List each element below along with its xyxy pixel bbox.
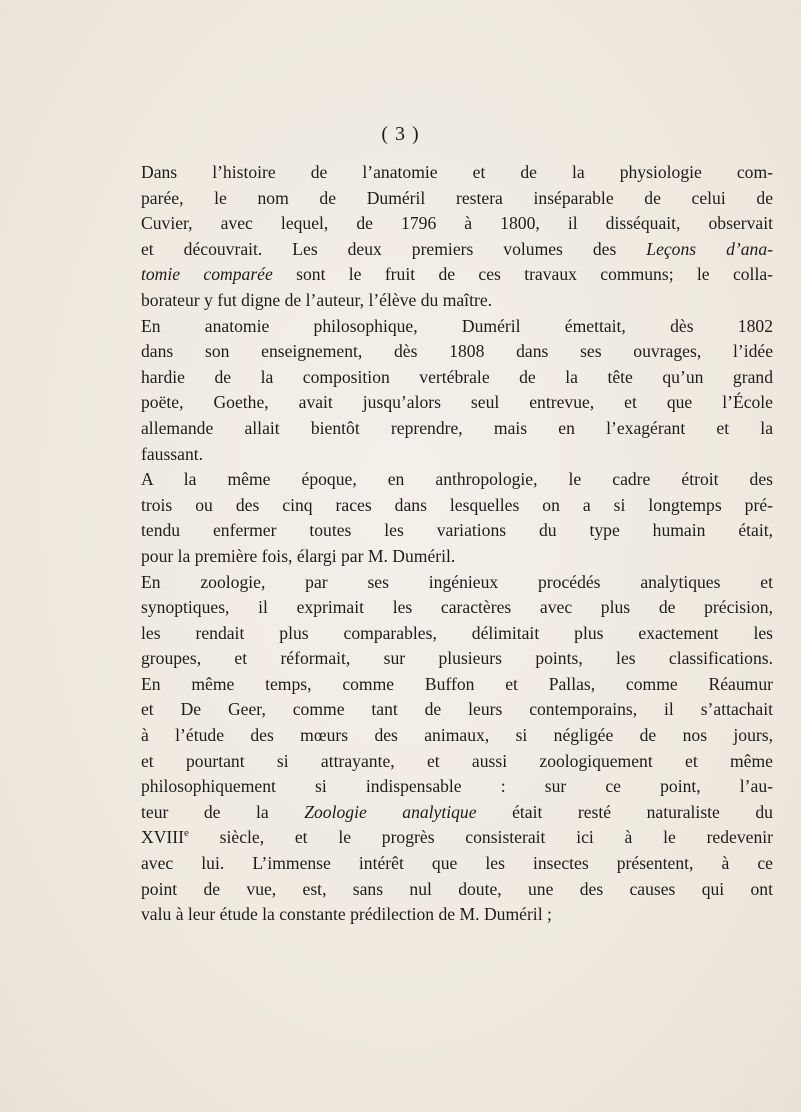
- text-line: avec lui. L’immense intérêt que les insectes présentent, à ce: [141, 853, 773, 874]
- italic-title-part: tomie comparée: [141, 264, 273, 285]
- text-line: pour la première fois, élargi par M. Duméril.: [141, 545, 456, 566]
- text-line: point de vue, est, sans nul doute, une des causes qui ont: [141, 878, 773, 899]
- text-line: synoptiques, il exprimait les caractères avec plus de précision,: [141, 597, 773, 618]
- superscript-e: e: [184, 827, 189, 840]
- paragraph: [141, 314, 773, 468]
- text-line: valu à leur étude la constante prédilection de M. Duméril ;: [141, 904, 552, 925]
- italic-title: Zoologie analytique: [304, 801, 477, 822]
- text-line: trois ou des cinq races dans lesquelles on a si longtemps pré-: [141, 494, 773, 515]
- paragraph: [141, 467, 773, 569]
- paragraph: [141, 160, 773, 314]
- text-line: dans son enseignement, dès 1808 dans ses ouvrages, l’idée: [141, 341, 773, 362]
- text-line: et pourtant si attrayante, et aussi zoologiquement et même: [141, 750, 773, 771]
- text-line: à l’étude des mœurs des animaux, si négligée de nos jours,: [141, 725, 773, 746]
- text-line: groupes, et réformait, sur plusieurs points, les classifications.: [141, 648, 773, 669]
- text-line: les rendait plus comparables, délimitait plus exactement les: [141, 622, 773, 643]
- text-line: borateur y fut digne de l’auteur, l’élève du maître.: [141, 289, 493, 310]
- text-line: En anatomie philosophique, Duméril émettait, dès 1802: [141, 315, 773, 336]
- text-line: A la même époque, en anthropologie, le cadre étroit des: [141, 469, 773, 490]
- text-line: et De Geer, comme tant de leurs contemporains, il s’attachait: [141, 699, 773, 720]
- text-line: hardie de la composition vertébrale de la tête qu’un grand: [141, 366, 773, 387]
- body-text: [141, 160, 773, 928]
- text-line: Cuvier, avec lequel, de 1796 à 1800, il disséquait, observait: [141, 213, 773, 234]
- paragraph: [141, 570, 773, 928]
- page-number: ( 3 ): [381, 123, 420, 145]
- text-line: faussant.: [141, 443, 204, 464]
- text-line: poëte, Goethe, avait jusqu’alors seul entrevue, et que l’École: [141, 392, 773, 413]
- text-line: parée, le nom de Duméril restera inséparable de celui de: [141, 187, 773, 208]
- text-line-with-italic: et découvrait. Les deux premiers volumes des Leçons d’ana-: [141, 238, 773, 259]
- text-line: Dans l’histoire de l’anatomie et de la physiologie com-: [141, 162, 773, 182]
- text-line: En même temps, comme Buffon et Pallas, comme Réaumur: [141, 673, 773, 694]
- text-line: tendu enfermer toutes les variations du type humain était,: [141, 520, 773, 541]
- text-line: philosophiquement si indispensable : sur ce point, l’au-: [141, 776, 773, 797]
- text-line-with-italic: teur de la Zoologie analytique était resté naturaliste du: [141, 801, 773, 822]
- text-line-with-italic: tomie comparée sont le fruit de ces travaux communs; le colla-: [141, 264, 774, 285]
- text-line-with-superscript: XVIIIe siècle, et le progrès consisterait ici à le redevenir: [141, 827, 773, 848]
- text-line: allemande allait bientôt reprendre, mais en l’exagérant et la: [141, 417, 773, 438]
- text-line: En zoologie, par ses ingénieux procédés analytiques et: [141, 571, 773, 592]
- italic-title-part: Leçons d’ana-: [646, 238, 773, 259]
